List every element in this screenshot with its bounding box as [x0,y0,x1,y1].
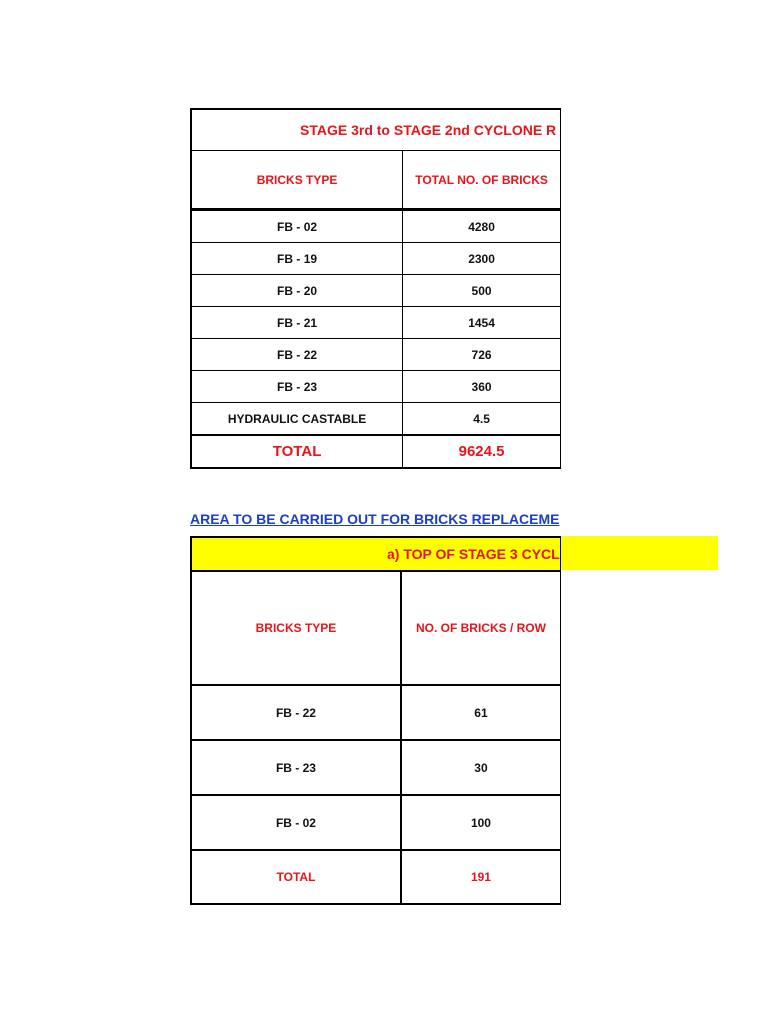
brick-type-cell: FB - 02 [191,210,403,243]
table1-title: STAGE 3rd to STAGE 2nd CYCLONE R [191,109,561,151]
table-row [191,795,561,850]
table2-header-row [191,571,561,685]
brick-type-cell: FB - 23 [191,740,401,795]
section-heading-link[interactable]: AREA TO BE CARRIED OUT FOR BRICKS REPLACEME [190,511,560,527]
table-row [191,275,561,307]
col-header-bricks-type: BRICKS TYPE [191,571,401,685]
col-header-bricks-per-row: NO. OF BRICKS / ROW [401,571,561,685]
total-label: TOTAL [191,850,401,904]
brick-type-cell: FB - 21 [191,307,403,339]
total-value: 9624.5 [403,435,561,468]
brick-type-cell: FB - 20 [191,275,403,307]
table-row [191,740,561,795]
brick-type-cell: FB - 22 [191,339,403,371]
brick-count-cell: 500 [403,275,561,307]
brick-count-cell: 1454 [403,307,561,339]
brick-count-cell: 2300 [403,243,561,275]
brick-type-cell: HYDRAULIC CASTABLE [191,403,403,436]
brick-count-cell: 4280 [403,210,561,243]
brick-count-cell: 61 [401,685,561,740]
table1-header-row [191,151,561,210]
brick-count-cell: 360 [403,371,561,403]
table-row [191,243,561,275]
brick-type-cell: FB - 22 [191,685,401,740]
table1-total-row [191,435,561,468]
table-row [191,210,561,243]
table2-title: a) TOP OF STAGE 3 CYCL [191,537,561,571]
brick-count-cell: 30 [401,740,561,795]
brick-count-cell: 4.5 [403,403,561,436]
table-row [191,307,561,339]
table-row [191,685,561,740]
col-header-bricks-type: BRICKS TYPE [191,151,403,210]
total-value: 191 [401,850,561,904]
col-header-total-bricks: TOTAL NO. OF BRICKS [403,151,561,210]
table-row [191,339,561,371]
brick-type-cell: FB - 23 [191,371,403,403]
bricks-summary-table [190,108,561,469]
table2-total-row [191,850,561,904]
brick-type-cell: FB - 19 [191,243,403,275]
brick-count-cell: 726 [403,339,561,371]
brick-type-cell: FB - 02 [191,795,401,850]
table-row [191,403,561,436]
title-highlight-band [561,536,718,570]
brick-count-cell: 100 [401,795,561,850]
total-label: TOTAL [191,435,403,468]
bricks-per-row-table [190,536,561,905]
table-row [191,371,561,403]
